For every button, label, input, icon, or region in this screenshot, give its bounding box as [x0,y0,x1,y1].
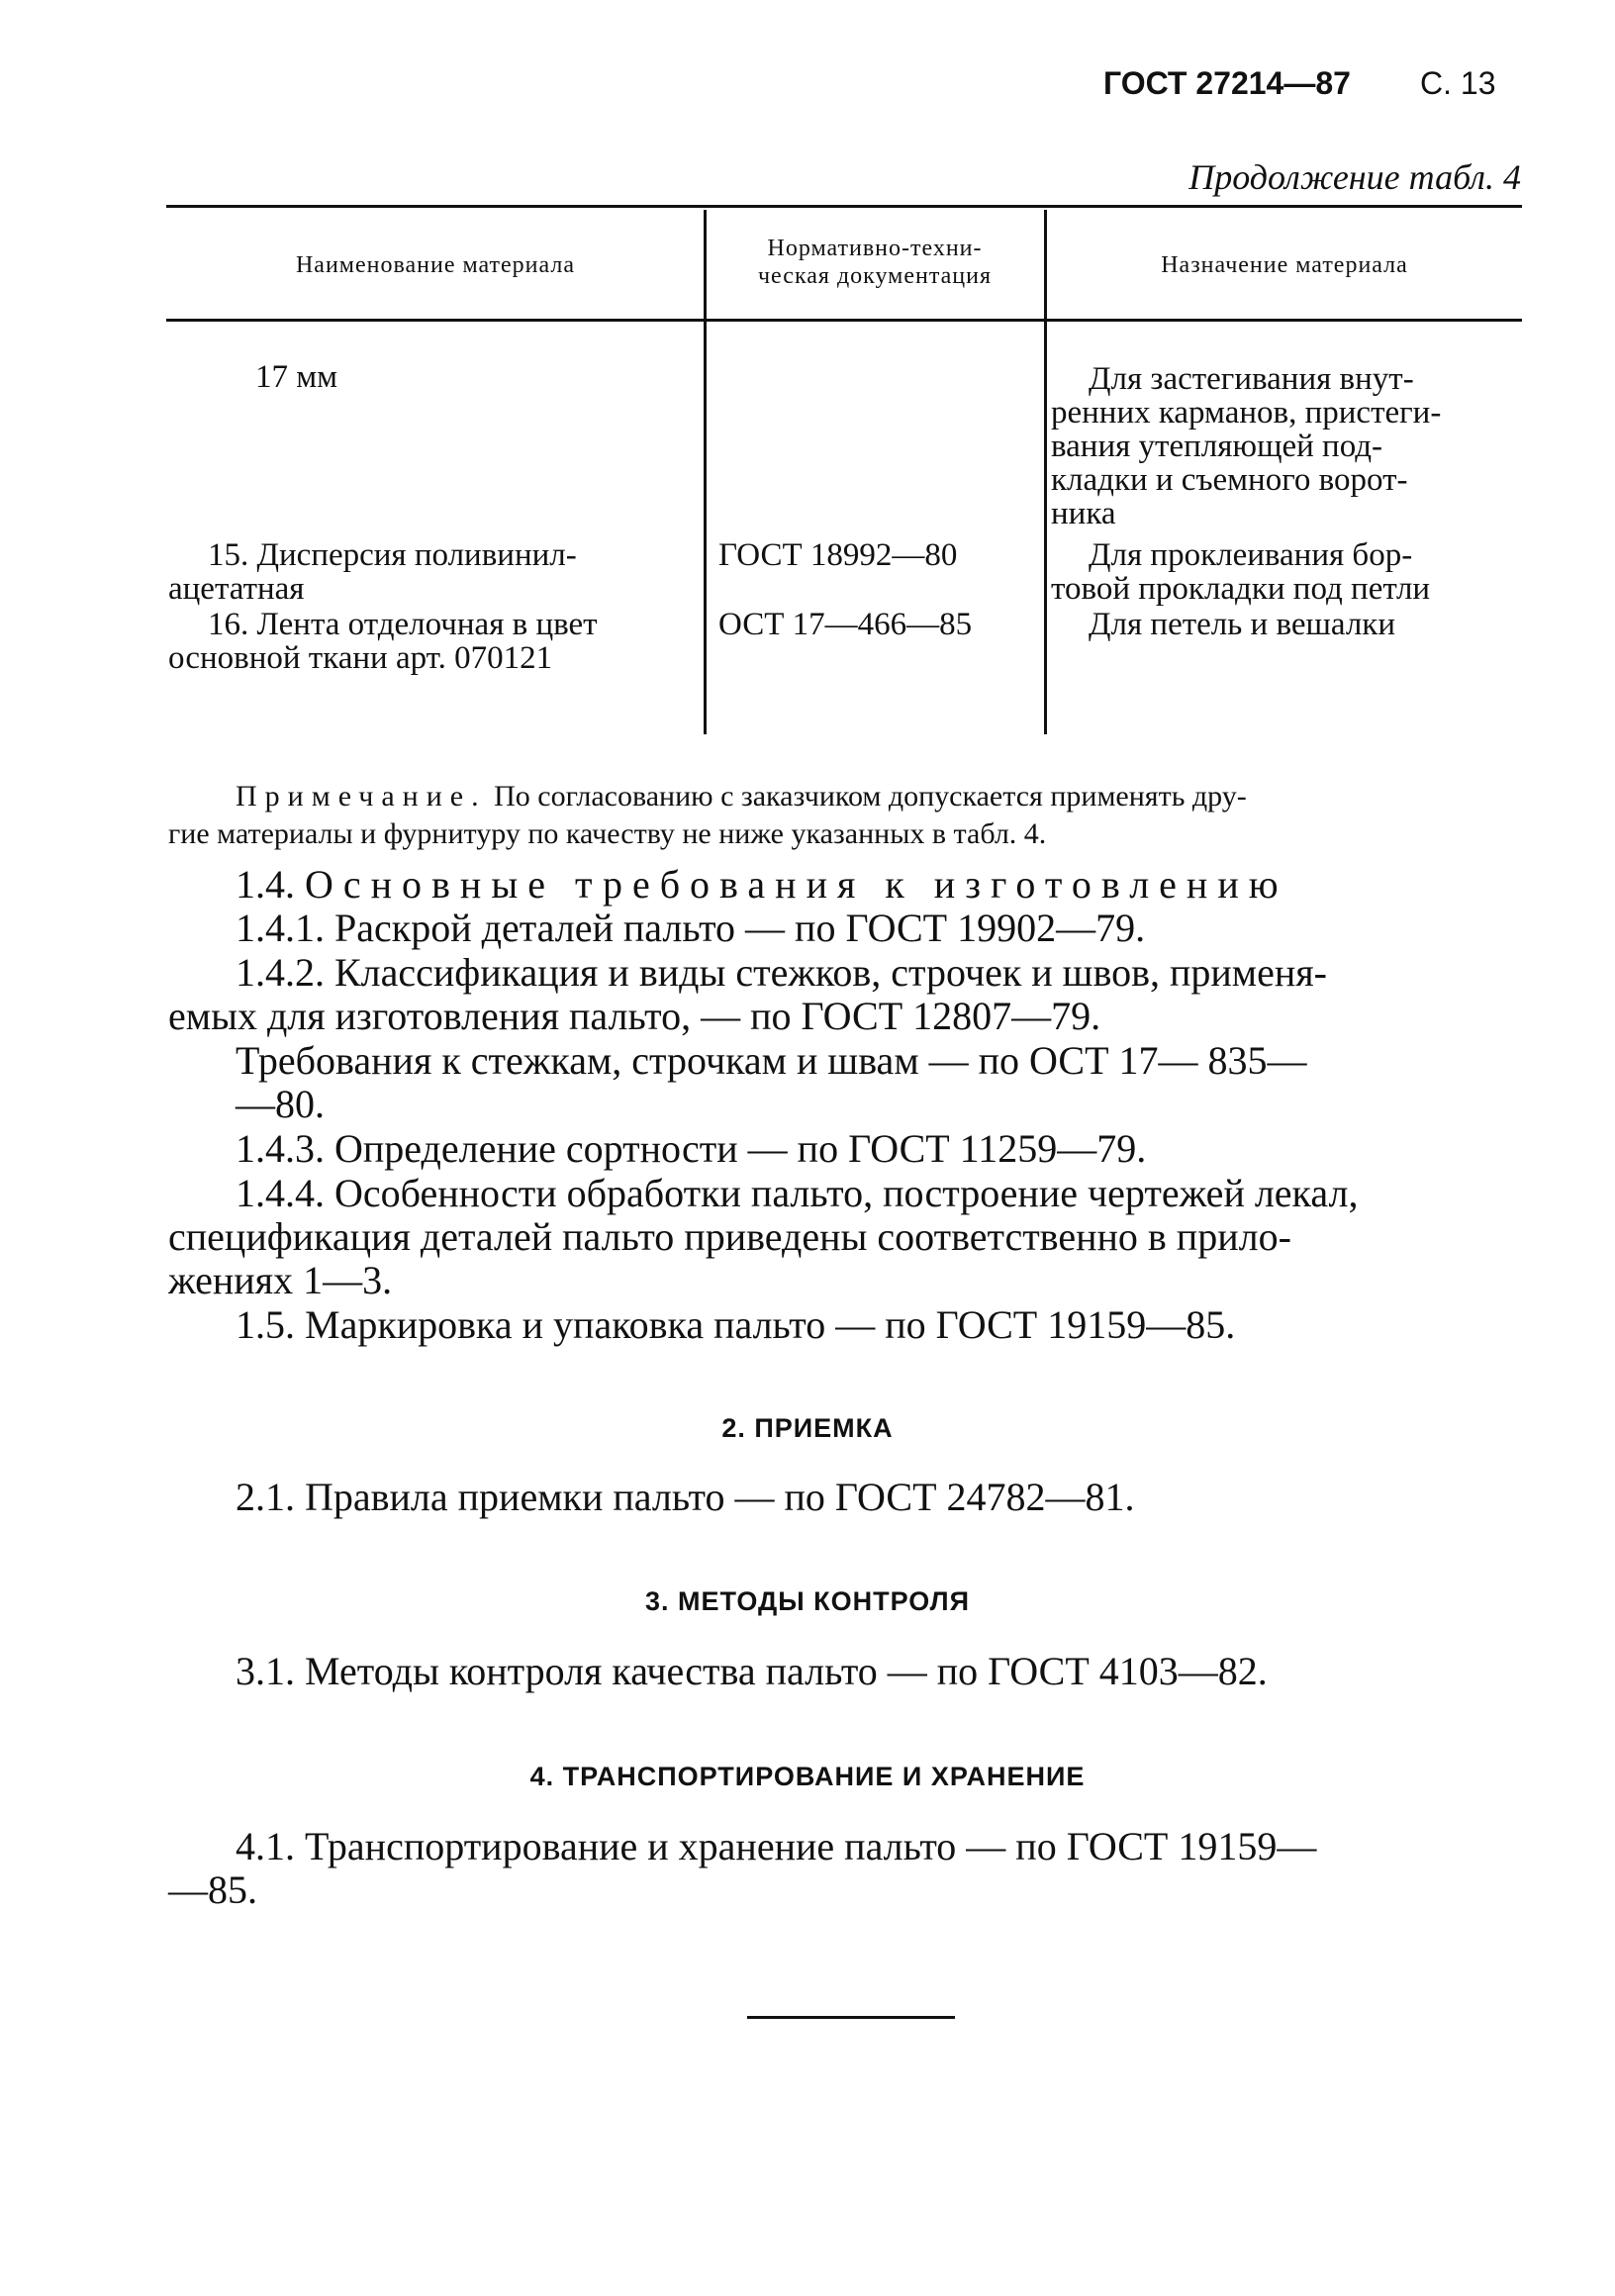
row1-purpose-3: вания утепляющей под- [1051,429,1383,464]
row3-name-2: основной ткани арт. 070121 [168,640,553,676]
col-header-material: Наименование материала [295,252,576,278]
row1-purpose-5: ника [1051,496,1116,531]
clause-4-1-a: 4.1. Транспортирование и хранение пальто — по ГОСТ 19159— [236,1824,1317,1868]
clause-4-1-b: —85. [168,1867,257,1912]
clause-1-4 [236,862,1288,908]
clause-1-4-4-b: спецификация деталей пальто приведены соответственно в прило- [168,1214,1291,1259]
end-rule [747,2016,955,2019]
row3-name-1: 16. Лента отделочная в цвет [208,607,598,642]
requirements-b: —80. [236,1082,325,1126]
clause-1-4-4-c: жениях 1—3. [168,1258,393,1302]
col-header-docs-2: ческая документация [757,263,993,289]
note-line-1 [236,778,1247,815]
row1-purpose-4: кладки и съемного ворот- [1051,462,1408,498]
table-top-rule [166,205,1522,208]
row3-purpose-1: Для петель и вешалки [1089,607,1396,642]
row1-purpose-2: ренних карманов, пристеги- [1051,395,1442,430]
note-line-2: гие материалы и фурнитуру по качеству не ниже указанных в табл. 4. [168,817,1047,850]
row2-doc: ГОСТ 18992—80 [718,537,958,573]
table-header-rule [166,319,1522,322]
row2-name-2: ацетатная [168,571,305,607]
clause-1-4-title: Основные требования к изготовлению [305,862,1288,907]
row2-purpose-2: товой прокладки под петли [1051,571,1431,607]
note-label: Примечание. [236,780,487,813]
clause-1-4-1: 1.4.1. Раскрой деталей пальто — по ГОСТ 19902—79. [236,906,1146,950]
clause-1-4-2-a: 1.4.2. Классификация и виды стежков, строчек и швов, применя- [236,950,1327,995]
clause-2-1: 2.1. Правила приемки пальто — по ГОСТ 24782—81. [236,1475,1135,1519]
clause-1-4-2-b: емых для изготовления пальто, — по ГОСТ 12807—79. [168,994,1101,1038]
clause-1-4-3: 1.4.3. Определение сортности — по ГОСТ 11259—79. [236,1126,1147,1171]
standard-code: ГОСТ 27214—87 [1103,65,1351,101]
row1-purpose-1: Для застегивания внут- [1089,361,1414,397]
requirements-a: Требования к стежкам, строчкам и швам — по ОСТ 17— 835— [236,1038,1307,1083]
section-4-title: 4. ТРАНСПОРТИРОВАНИЕ И ХРАНЕНИЕ [529,1762,1086,1791]
table-col-divider-2 [1044,210,1047,734]
row3-doc: ОСТ 17—466—85 [718,607,973,642]
row1-name: 17 мм [255,359,338,395]
section-3-title: 3. МЕТОДЫ КОНТРОЛЯ [645,1586,970,1616]
clause-3-1: 3.1. Методы контроля качества пальто — по ГОСТ 4103—82. [236,1649,1268,1693]
col-header-purpose: Назначение материала [1161,252,1408,278]
section-2-title: 2. ПРИЕМКА [721,1413,894,1443]
row2-name-1: 15. Дисперсия поливинил- [208,537,577,573]
row2-purpose-1: Для проклеивания бор- [1089,537,1413,573]
clause-1-4-4-a: 1.4.4. Особенности обработки пальто, построение чертежей лекал, [236,1171,1359,1215]
clause-1-4-number: 1.4. [236,862,295,907]
clause-1-5: 1.5. Маркировка и упаковка пальто — по ГОСТ 19159—85. [236,1302,1236,1347]
table-continuation: Продолжение табл. 4 [1188,157,1521,197]
col-header-docs-1: Нормативно-техни- [767,236,983,261]
note-text-1: По согласованию с заказчиком допускается применять дру- [494,780,1247,813]
page-number: С. 13 [1420,65,1496,101]
